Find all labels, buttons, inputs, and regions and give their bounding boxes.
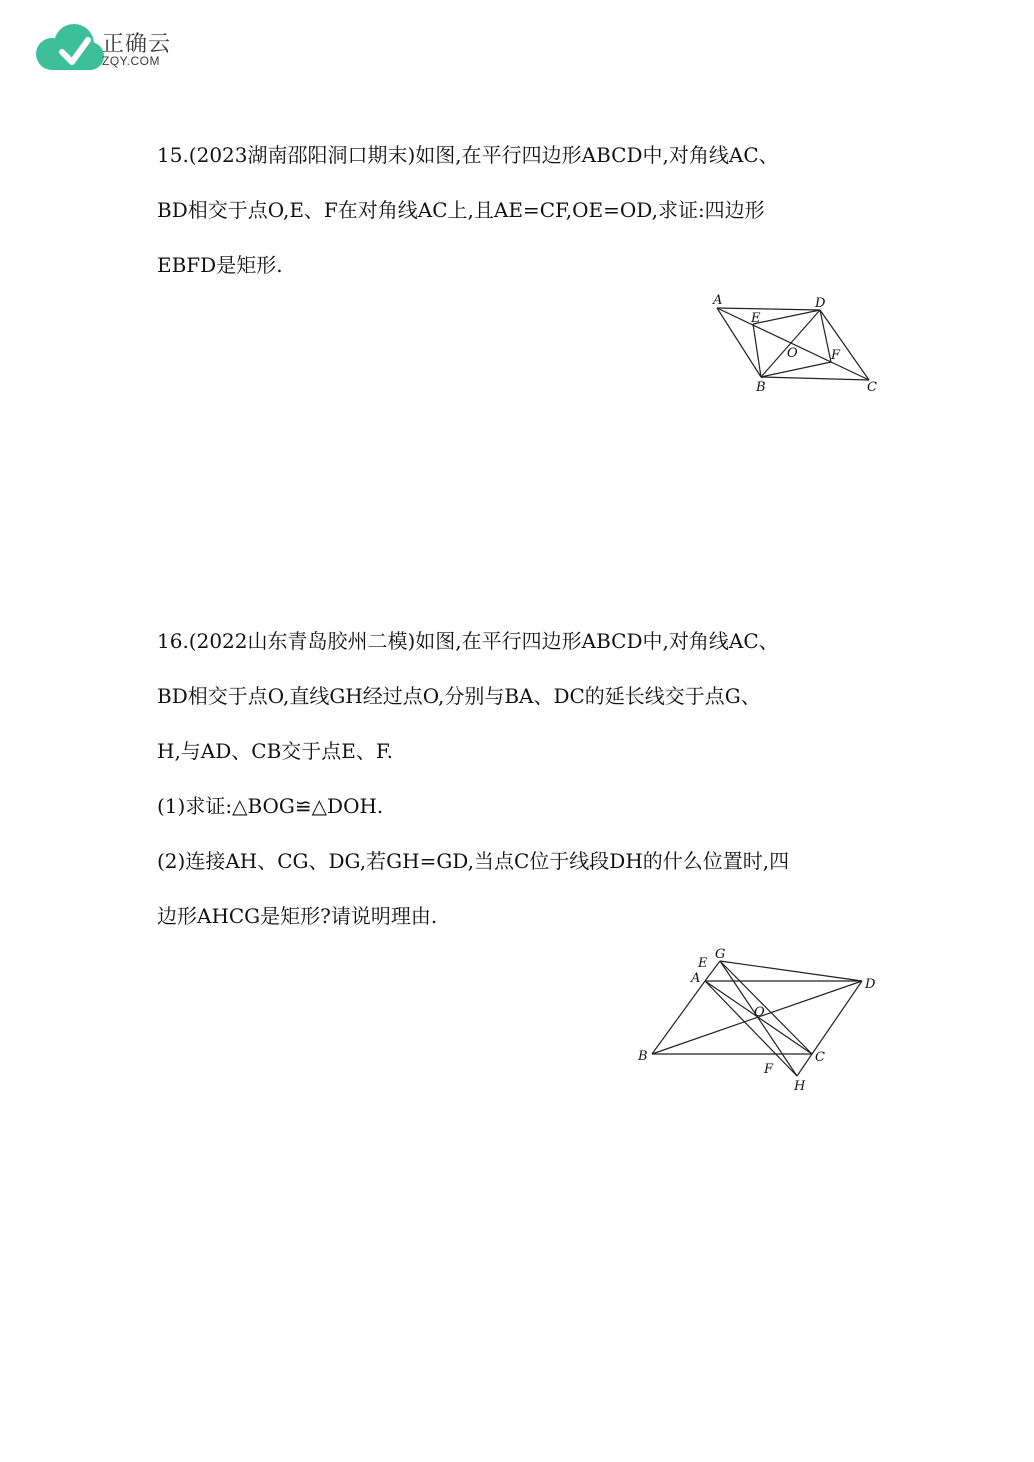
question-16-line: 16.(2022山东青岛胶州二模)如图,在平行四边形ABCD中,对角线AC、 xyxy=(157,629,779,653)
figure-16-label-c: C xyxy=(815,1050,825,1065)
figure-15-label-e: E xyxy=(751,311,761,326)
figure-15-label-o: O xyxy=(787,346,798,361)
figure-16-label-d: D xyxy=(865,977,876,992)
figure-16-label-h: H xyxy=(794,1079,806,1094)
question-15 xyxy=(157,128,897,293)
figure-15-label-a: A xyxy=(713,293,723,308)
question-16-line: H,与AD、CB交于点E、F. xyxy=(157,739,393,763)
figure-15-label-d: D xyxy=(815,296,826,311)
question-15-line: EBFD是矩形. xyxy=(157,253,283,277)
figure-15-label-b: B xyxy=(756,380,766,395)
figure-16-label-f: F xyxy=(764,1062,774,1077)
logo-name: 正确云 xyxy=(102,32,172,57)
figure-16-label-g: G xyxy=(715,947,726,962)
figure-15-label-c: C xyxy=(867,380,877,395)
question-15-line: BD相交于点O,E、F在对角线AC上,且AE=CF,OE=OD,求证:四边形 xyxy=(157,198,765,222)
figure-16-label-e: E xyxy=(698,956,708,971)
figure-16 xyxy=(630,940,890,1100)
figure-16-label-b: B xyxy=(638,1049,648,1064)
figure-16-label-o: O xyxy=(754,1005,765,1020)
cloud-check-icon xyxy=(36,24,104,70)
question-16-line: (1)求证:△BOG≌△DOH. xyxy=(157,794,384,818)
figure-15 xyxy=(705,290,890,400)
question-16 xyxy=(157,614,897,944)
question-16-line: 边形AHCG是矩形?请说明理由. xyxy=(157,904,438,928)
question-16-line: BD相交于点O,直线GH经过点O,分别与BA、DC的延长线交于点G、 xyxy=(157,684,761,708)
question-15-line: 15.(2023湖南邵阳洞口期末)如图,在平行四边形ABCD中,对角线AC、 xyxy=(157,143,779,167)
figure-16-label-a: A xyxy=(691,971,701,986)
logo-site: ZQY.COM xyxy=(102,54,160,68)
figure-15-label-f: F xyxy=(831,348,841,363)
question-16-line: (2)连接AH、CG、DG,若GH=GD,当点C位于线段DH的什么位置时,四 xyxy=(157,849,790,873)
